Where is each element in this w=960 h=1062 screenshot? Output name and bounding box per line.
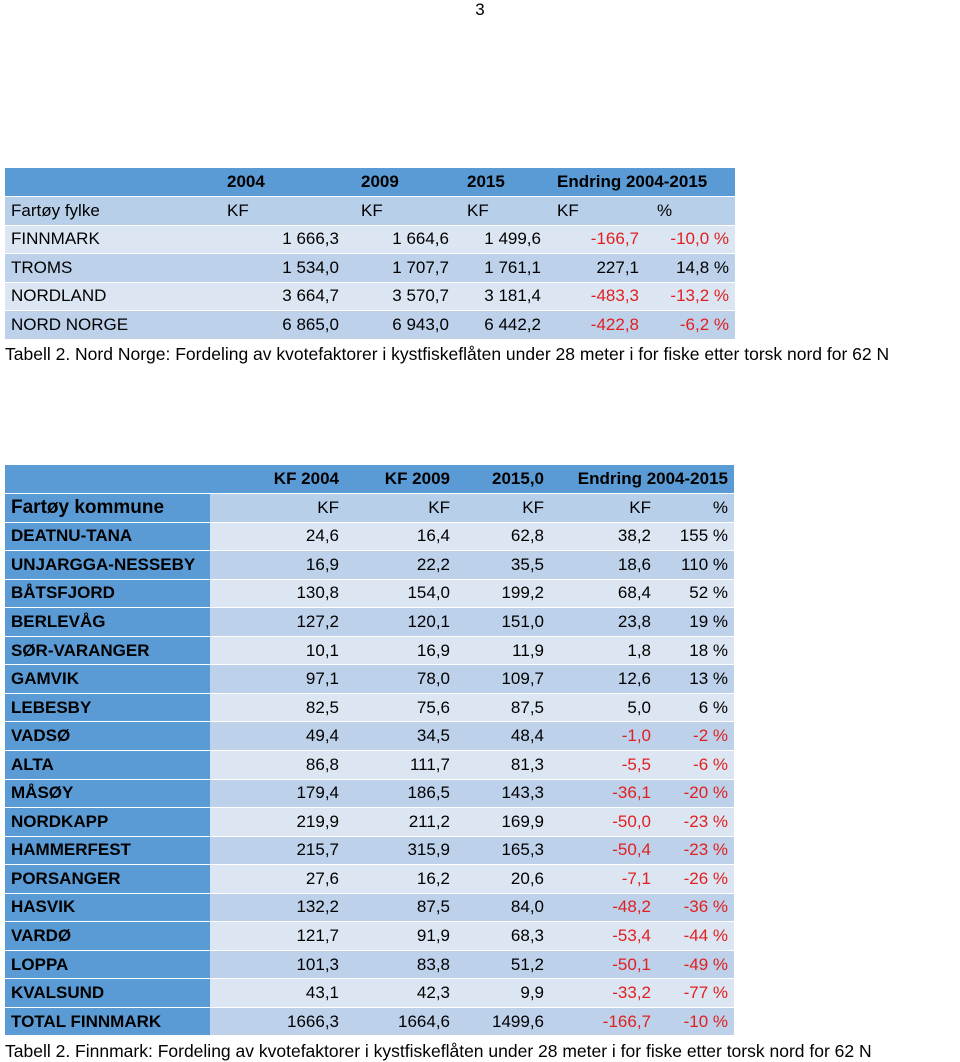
value-cell: -10 % (657, 1007, 734, 1036)
value-cell: 121,7 (210, 922, 345, 951)
value-cell: 18 % (657, 636, 734, 665)
value-cell: 52 % (657, 579, 734, 608)
table-header-row (5, 168, 735, 197)
value-cell: 12,6 (550, 665, 657, 694)
value-cell: 6 865,0 (215, 311, 345, 340)
row-name: UNJARGGA-NESSEBY (5, 551, 210, 580)
value-cell: 16,9 (210, 551, 345, 580)
value-cell: 1 664,6 (345, 225, 455, 254)
row-name: FINNMARK (5, 225, 215, 254)
unit-cell: % (645, 197, 735, 226)
value-cell: -166,7 (547, 225, 645, 254)
row-label-header: Fartøy kommune (5, 494, 210, 523)
value-cell: 51,2 (456, 950, 550, 979)
value-cell: 14,8 % (645, 254, 735, 283)
table-row (5, 893, 734, 922)
value-cell: 132,2 (210, 893, 345, 922)
value-cell: 1 761,1 (455, 254, 547, 283)
table-units-row (5, 494, 734, 523)
header-kf-2004: KF 2004 (210, 465, 345, 494)
nord-norge-table (5, 168, 735, 340)
value-cell: -53,4 (550, 922, 657, 951)
value-cell: -33,2 (550, 979, 657, 1008)
table-row (5, 779, 734, 808)
row-name: LEBESBY (5, 693, 210, 722)
value-cell: 154,0 (345, 579, 456, 608)
unit-cell: KF (345, 197, 455, 226)
value-cell: -36 % (657, 893, 734, 922)
value-cell: 110 % (657, 551, 734, 580)
header-year-2004: 2004 (215, 168, 345, 197)
value-cell: 78,0 (345, 665, 456, 694)
value-cell: 23,8 (550, 608, 657, 637)
row-name: VARDØ (5, 922, 210, 951)
row-name: NORDLAND (5, 282, 215, 311)
value-cell: 20,6 (456, 865, 550, 894)
value-cell: 97,1 (210, 665, 345, 694)
value-cell: -5,5 (550, 750, 657, 779)
value-cell: 1 666,3 (215, 225, 345, 254)
value-cell: -1,0 (550, 722, 657, 751)
row-name: ALTA (5, 750, 210, 779)
value-cell: 75,6 (345, 693, 456, 722)
finnmark-table (5, 465, 734, 1036)
table-row (5, 836, 734, 865)
unit-cell: KF (210, 494, 345, 523)
value-cell: 19 % (657, 608, 734, 637)
value-cell: 227,1 (547, 254, 645, 283)
value-cell: 1 707,7 (345, 254, 455, 283)
row-name: PORSANGER (5, 865, 210, 894)
value-cell: 43,1 (210, 979, 345, 1008)
value-cell: -50,1 (550, 950, 657, 979)
header-kf-2009: KF 2009 (345, 465, 456, 494)
unit-cell: KF (456, 494, 550, 523)
header-empty (5, 465, 210, 494)
value-cell: 151,0 (456, 608, 550, 637)
value-cell: -23 % (657, 836, 734, 865)
value-cell: -26 % (657, 865, 734, 894)
value-cell: -50,4 (550, 836, 657, 865)
value-cell: 13 % (657, 665, 734, 694)
value-cell: 16,4 (345, 522, 456, 551)
value-cell: -483,3 (547, 282, 645, 311)
value-cell: -2 % (657, 722, 734, 751)
value-cell: 9,9 (456, 979, 550, 1008)
row-name: GAMVIK (5, 665, 210, 694)
value-cell: 1 499,6 (455, 225, 547, 254)
table-row (5, 865, 734, 894)
value-cell: 219,9 (210, 808, 345, 837)
table-row (5, 693, 734, 722)
value-cell: 143,3 (456, 779, 550, 808)
row-name: TROMS (5, 254, 215, 283)
value-cell: 215,7 (210, 836, 345, 865)
value-cell: 91,9 (345, 922, 456, 951)
value-cell: 16,2 (345, 865, 456, 894)
table-row (5, 225, 735, 254)
value-cell: -23 % (657, 808, 734, 837)
table-row (5, 282, 735, 311)
value-cell: -44 % (657, 922, 734, 951)
value-cell: 5,0 (550, 693, 657, 722)
row-name: HASVIK (5, 893, 210, 922)
header-2015: 2015,0 (456, 465, 550, 494)
value-cell: 87,5 (345, 893, 456, 922)
value-cell: 22,2 (345, 551, 456, 580)
value-cell: -10,0 % (645, 225, 735, 254)
row-name: SØR-VARANGER (5, 636, 210, 665)
header-year-2009: 2009 (345, 168, 455, 197)
value-cell: -13,2 % (645, 282, 735, 311)
table-row (5, 636, 734, 665)
table-row (5, 608, 734, 637)
value-cell: -6,2 % (645, 311, 735, 340)
value-cell: 1666,3 (210, 1007, 345, 1036)
value-cell: 199,2 (456, 579, 550, 608)
value-cell: 186,5 (345, 779, 456, 808)
value-cell: -48,2 (550, 893, 657, 922)
table-row (5, 979, 734, 1008)
row-name: NORD NORGE (5, 311, 215, 340)
table-row (5, 311, 735, 340)
value-cell: 169,9 (456, 808, 550, 837)
table-caption: Tabell 2. Nord Norge: Fordeling av kvotefaktorer i kystfiskeflåten under 28 meter i for fiske etter torsk nord for 62 N (5, 344, 890, 364)
value-cell: -422,8 (547, 311, 645, 340)
value-cell: -7,1 (550, 865, 657, 894)
row-label-header: Fartøy fylke (5, 197, 215, 226)
value-cell: 1664,6 (345, 1007, 456, 1036)
value-cell: 83,8 (345, 950, 456, 979)
table-row (5, 522, 734, 551)
unit-cell: % (657, 494, 734, 523)
unit-cell: KF (550, 494, 657, 523)
row-name: HAMMERFEST (5, 836, 210, 865)
table-row (5, 551, 734, 580)
row-name: MÅSØY (5, 779, 210, 808)
table-row (5, 750, 734, 779)
row-name: BERLEVÅG (5, 608, 210, 637)
value-cell: -77 % (657, 979, 734, 1008)
value-cell: 3 181,4 (455, 282, 547, 311)
value-cell: 120,1 (345, 608, 456, 637)
value-cell: 16,9 (345, 636, 456, 665)
value-cell: 1,8 (550, 636, 657, 665)
table-header-row (5, 465, 734, 494)
value-cell: 315,9 (345, 836, 456, 865)
value-cell: 101,3 (210, 950, 345, 979)
value-cell: 6 % (657, 693, 734, 722)
value-cell: 82,5 (210, 693, 345, 722)
unit-cell: KF (455, 197, 547, 226)
value-cell: 27,6 (210, 865, 345, 894)
value-cell: -36,1 (550, 779, 657, 808)
value-cell: 87,5 (456, 693, 550, 722)
value-cell: -20 % (657, 779, 734, 808)
value-cell: 48,4 (456, 722, 550, 751)
row-name: LOPPA (5, 950, 210, 979)
header-change: Endring 2004-2015 (547, 168, 735, 197)
value-cell: 68,3 (456, 922, 550, 951)
value-cell: 24,6 (210, 522, 345, 551)
value-cell: 3 664,7 (215, 282, 345, 311)
value-cell: -50,0 (550, 808, 657, 837)
row-name: TOTAL FINNMARK (5, 1007, 210, 1036)
value-cell: 165,3 (456, 836, 550, 865)
value-cell: 84,0 (456, 893, 550, 922)
table-units-row (5, 197, 735, 226)
value-cell: 109,7 (456, 665, 550, 694)
value-cell: 11,9 (456, 636, 550, 665)
value-cell: 38,2 (550, 522, 657, 551)
table-row (5, 922, 734, 951)
row-name: DEATNU-TANA (5, 522, 210, 551)
value-cell: 35,5 (456, 551, 550, 580)
value-cell: 127,2 (210, 608, 345, 637)
value-cell: 3 570,7 (345, 282, 455, 311)
value-cell: 62,8 (456, 522, 550, 551)
header-change: Endring 2004-2015 (550, 465, 734, 494)
row-name: BÅTSFJORD (5, 579, 210, 608)
value-cell: 211,2 (345, 808, 456, 837)
table-row (5, 665, 734, 694)
value-cell: 81,3 (456, 750, 550, 779)
header-year-2015: 2015 (455, 168, 547, 197)
table-row (5, 1007, 734, 1036)
value-cell: 6 943,0 (345, 311, 455, 340)
value-cell: -6 % (657, 750, 734, 779)
row-name: VADSØ (5, 722, 210, 751)
value-cell: 6 442,2 (455, 311, 547, 340)
value-cell: 86,8 (210, 750, 345, 779)
table-row (5, 950, 734, 979)
page-number: 3 (475, 0, 485, 19)
row-name: NORDKAPP (5, 808, 210, 837)
value-cell: 130,8 (210, 579, 345, 608)
value-cell: 10,1 (210, 636, 345, 665)
value-cell: -166,7 (550, 1007, 657, 1036)
value-cell: 34,5 (345, 722, 456, 751)
row-name: KVALSUND (5, 979, 210, 1008)
unit-cell: KF (215, 197, 345, 226)
unit-cell: KF (547, 197, 645, 226)
unit-cell: KF (345, 494, 456, 523)
value-cell: 42,3 (345, 979, 456, 1008)
value-cell: 1499,6 (456, 1007, 550, 1036)
table-row (5, 579, 734, 608)
value-cell: 155 % (657, 522, 734, 551)
value-cell: 1 534,0 (215, 254, 345, 283)
table-caption: Tabell 2. Finnmark: Fordeling av kvotefaktorer i kystfiskeflåten under 28 meter i for fiske etter torsk nord for 62 N (5, 1041, 872, 1061)
value-cell: 18,6 (550, 551, 657, 580)
value-cell: -49 % (657, 950, 734, 979)
value-cell: 179,4 (210, 779, 345, 808)
value-cell: 111,7 (345, 750, 456, 779)
table-row (5, 808, 734, 837)
value-cell: 49,4 (210, 722, 345, 751)
header-empty (5, 168, 215, 197)
value-cell: 68,4 (550, 579, 657, 608)
table-row (5, 254, 735, 283)
table-row (5, 722, 734, 751)
